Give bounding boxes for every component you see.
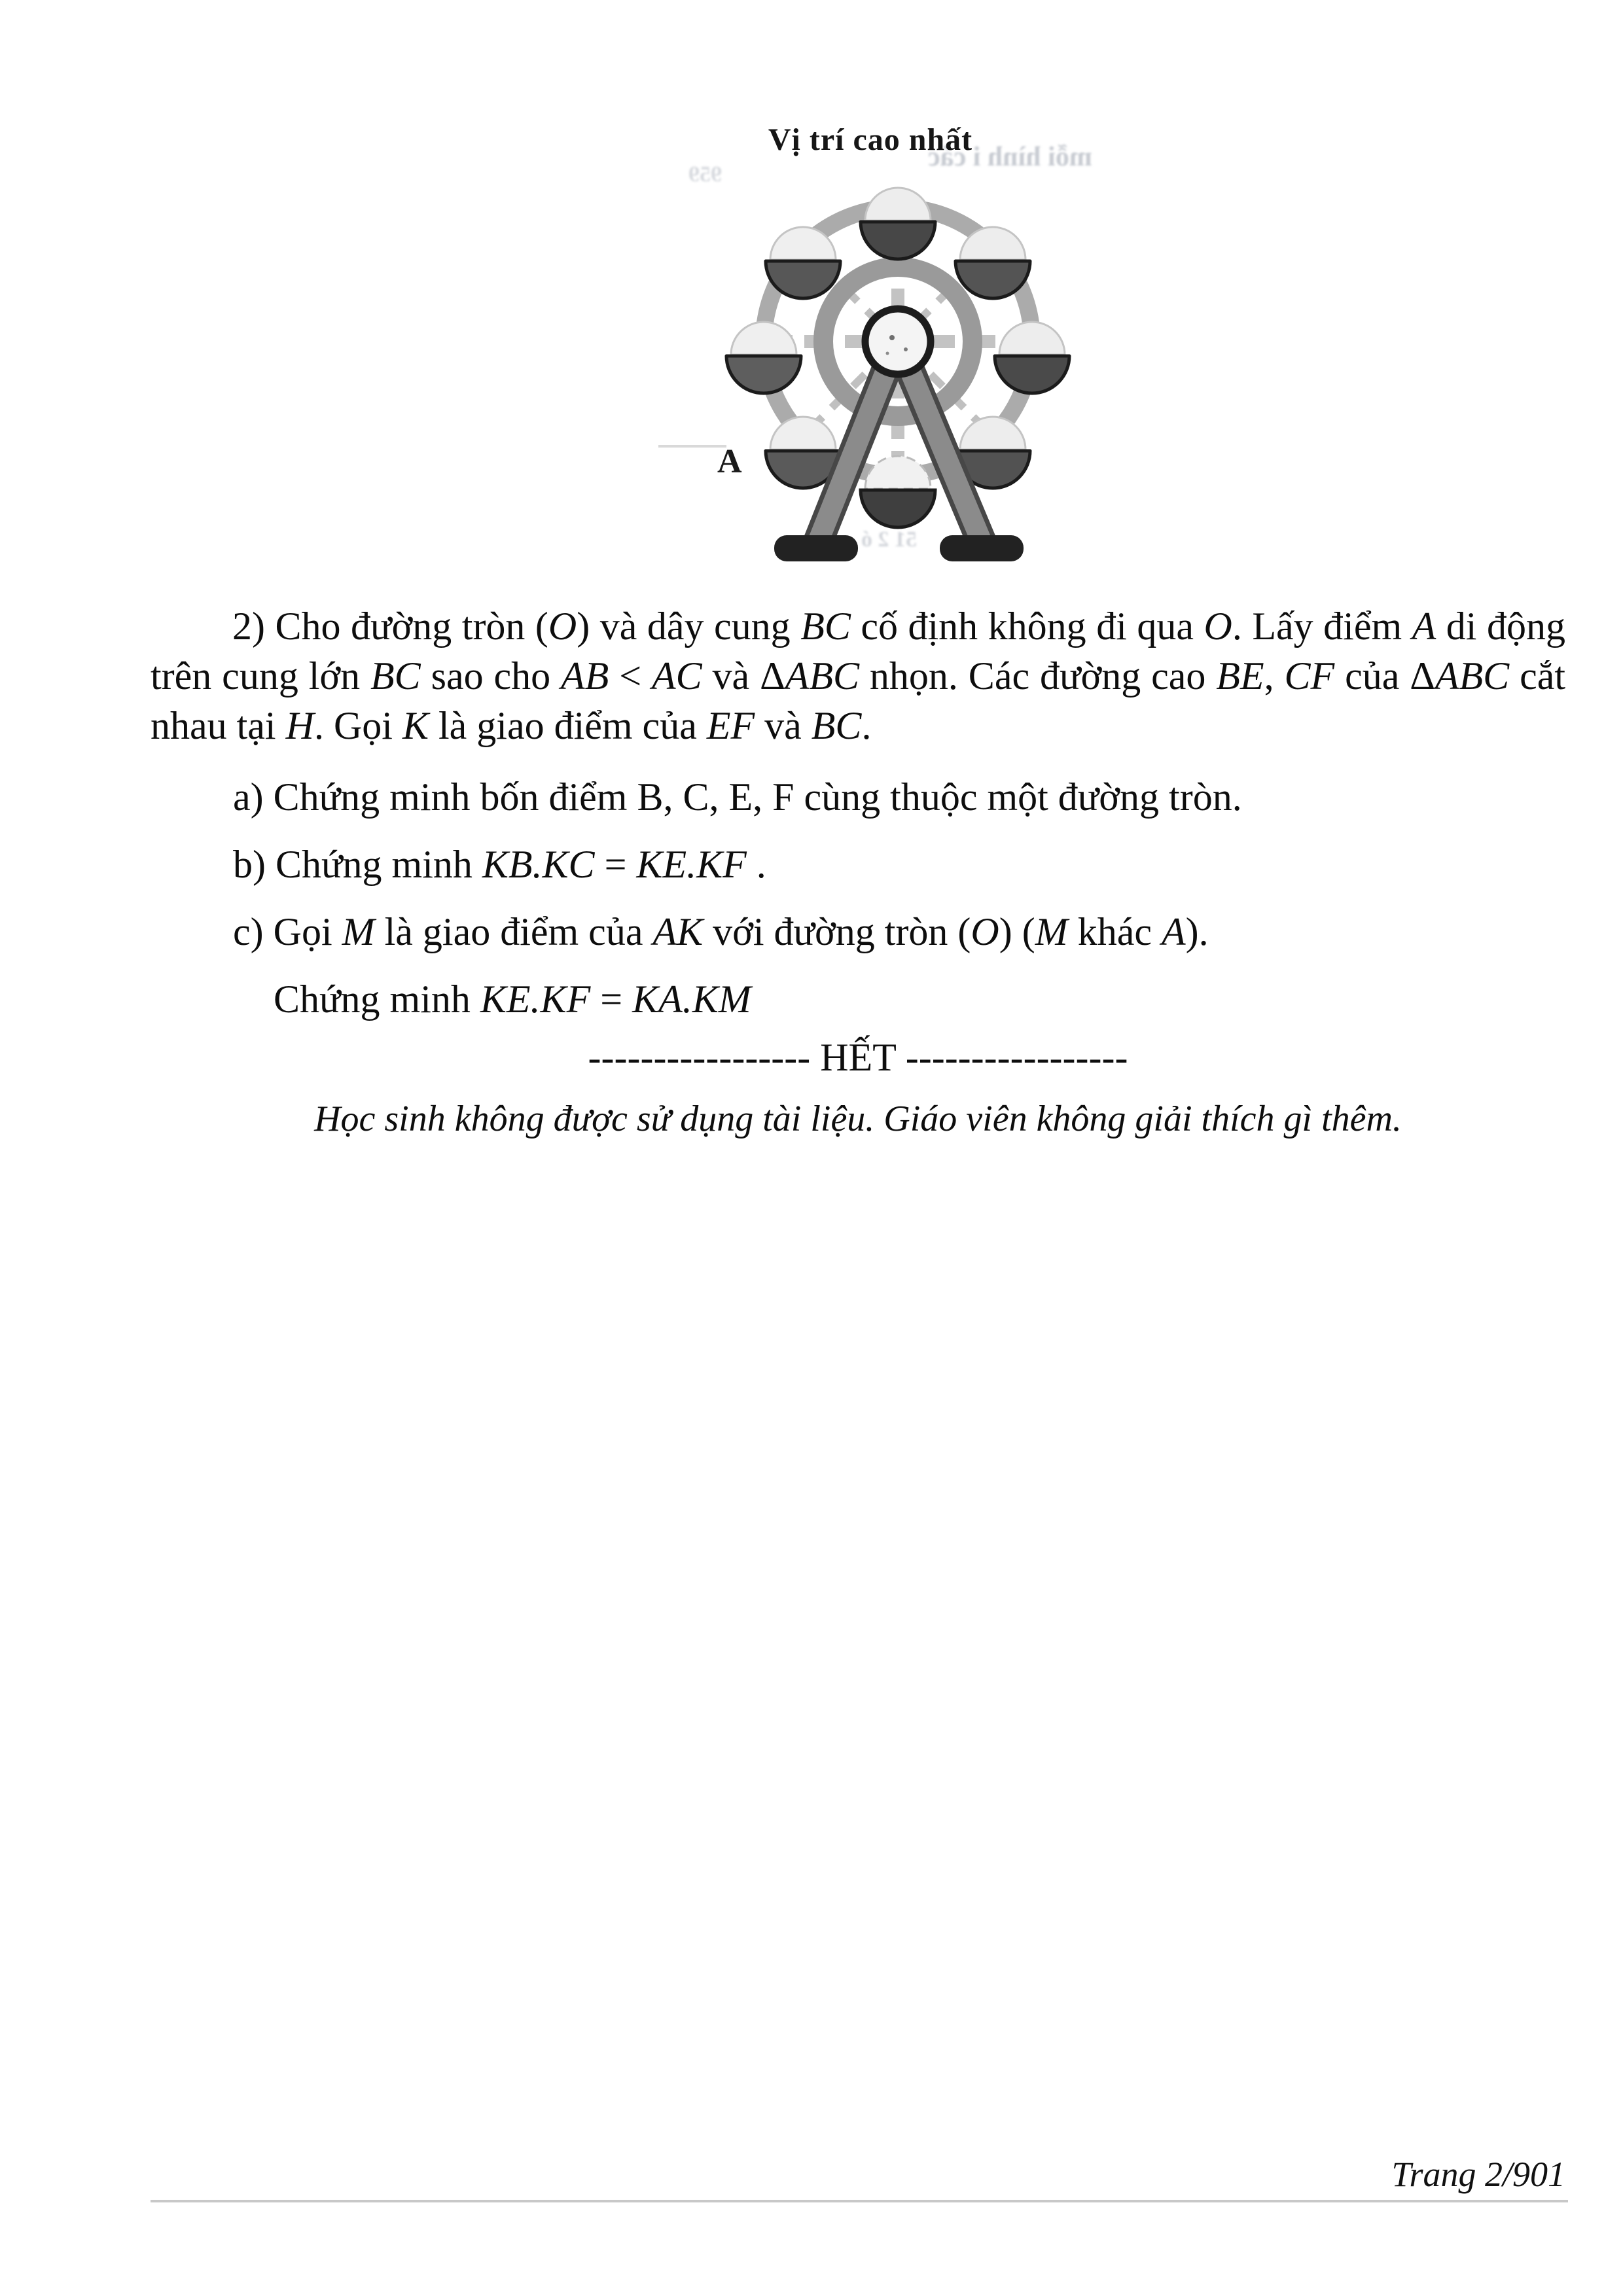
proof-request-line: Chứng minh KE.KF = KA.KM bbox=[274, 978, 751, 1021]
problem-item-a: a) Chứng minh bốn điểm B, C, E, F cùng thuộc một đường tròn. bbox=[233, 775, 1242, 819]
left-foot bbox=[774, 535, 858, 561]
problem-item-c: c) Gọi M là giao điểm của AK với đường tròn (O) (M khác A). bbox=[233, 910, 1209, 953]
problem-item-b: b) Chứng minh KB.KC = KE.KF . bbox=[233, 843, 766, 886]
paragraph-line: 2) Cho đường tròn (O) và dây cung BC cố định không đi qua O. Lấy điểm A di động bbox=[232, 605, 1565, 648]
bleed-through-artifact: 51 2 ó bbox=[861, 527, 917, 552]
exam-instructions-note: Học sinh không được sử dụng tài liệu. Giáo viên không giải thích gì thêm. bbox=[314, 1099, 1402, 1139]
problem-paragraph bbox=[151, 601, 1565, 751]
gondola-point-label: A bbox=[717, 443, 742, 480]
wheel-hub bbox=[865, 309, 931, 374]
footer-divider bbox=[151, 2200, 1568, 2202]
page-number: Trang 2/901 bbox=[1391, 2155, 1565, 2194]
scan-stray-mark bbox=[658, 445, 726, 448]
right-foot bbox=[940, 535, 1024, 561]
end-separator: ----------------- HẾT ----------------- bbox=[588, 1036, 1128, 1079]
paragraph-line: nhau tại H. Gọi K là giao điểm của EF và BC. bbox=[151, 704, 872, 747]
bleed-through-artifact: 959 bbox=[688, 162, 722, 186]
ferris-wheel-figure bbox=[654, 110, 1099, 578]
figure-caption: Vị trí cao nhất bbox=[768, 122, 973, 157]
paragraph-line: trên cung lớn BC sao cho AB < AC và ΔABC nhọn. Các đường cao BE, CF của ΔABC cắt bbox=[151, 654, 1566, 698]
bleed-through-artifact: mỗi hình i các bbox=[928, 142, 1092, 172]
